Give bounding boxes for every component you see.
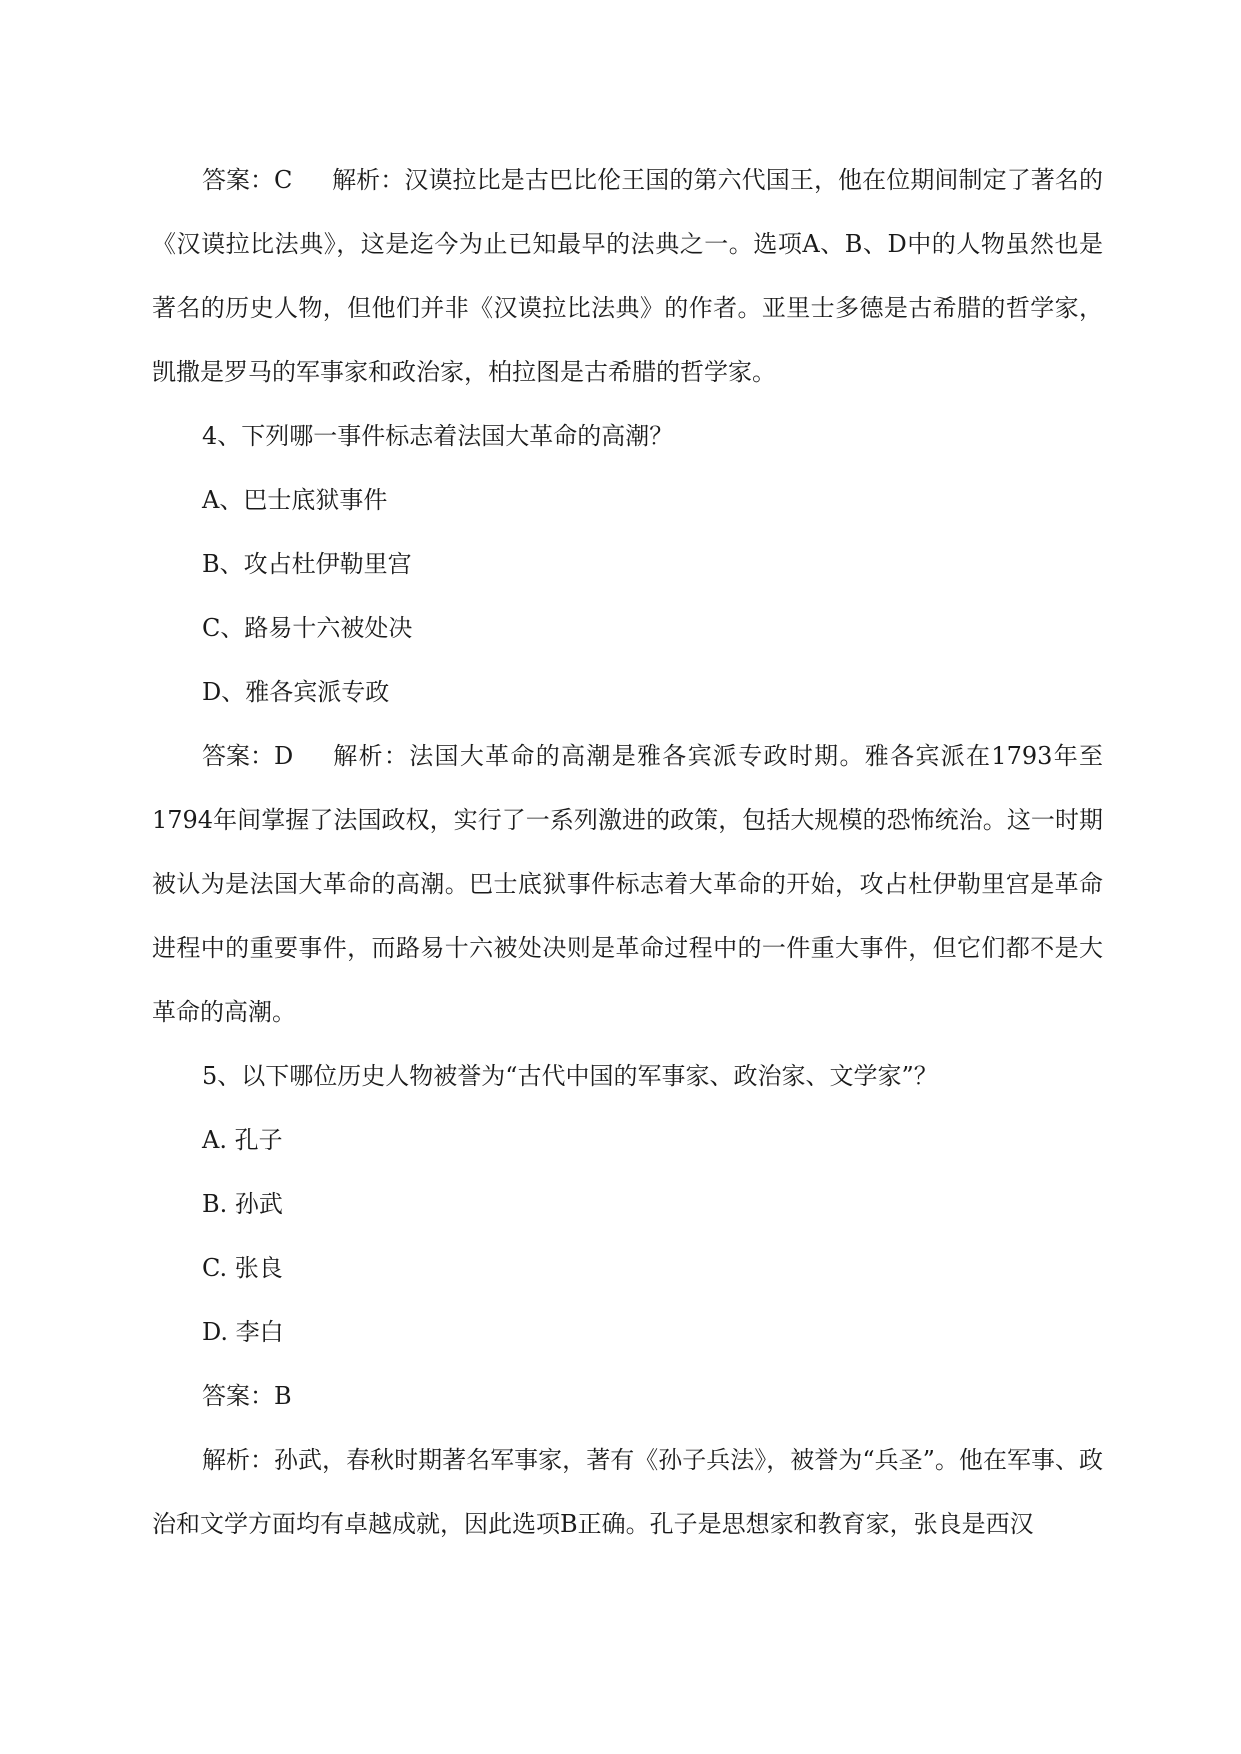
q5-option-c: C. 张良 xyxy=(202,1254,283,1282)
q5-option-a: A. 孔子 xyxy=(202,1126,283,1154)
q4-question: 4、下列哪一事件标志着法国大革命的高潮？ xyxy=(202,422,674,450)
q4-option-d: D、雅各宾派专政 xyxy=(202,678,390,706)
q5-question: 5、以下哪位历史人物被誉为“古代中国的军事家、政治家、文学家”？ xyxy=(202,1062,938,1090)
q3-answer-paragraph xyxy=(152,148,1103,404)
q4-option-b: B、攻占杜伊勒里宫 xyxy=(202,550,412,578)
q4-option-c: C、路易十六被处决 xyxy=(202,614,413,642)
q3-answer-label: 答案：C xyxy=(202,166,293,194)
q5-explanation: 解析：孙武，春秋时期著名军事家，著有《孙子兵法》，被誉为“兵圣”。他在军事、政治和文学方面均有卓越成就，因此选项B正确。孔子是思想家和教育家，张良是西汉 xyxy=(152,1446,1103,1538)
q4-answer-label: 答案：D xyxy=(202,742,294,770)
q4-option-a: A、巴士底狱事件 xyxy=(202,486,388,514)
q4-explanation: 解析：法国大革命的高潮是雅各宾派专政时期。雅各宾派在1793年至1794年间掌握了法国政权，实行了一系列激进的政策，包括大规模的恐怖统治。这一时期被认为是法国大革命的高潮。巴士底狱事件标志着大革命的开始，攻占杜伊勒里宫是革命进程中的重要事件，而路易十六被处决则是革命过程中的一件重大事件，但它们都不是大革命的高潮。 xyxy=(152,742,1103,1026)
q5-option-b: B. 孙武 xyxy=(202,1190,283,1218)
q3-explanation: 解析：汉谟拉比是古巴比伦王国的第六代国王，他在位期间制定了著名的《汉谟拉比法典》，这是迄今为止已知最早的法典之一。选项A、B、D中的人物虽然也是著名的历史人物，但他们并非《汉谟拉比法典》的作者。亚里士多德是古希腊的哲学家，凯撒是罗马的军事家和政治家，柏拉图是古希腊的哲学家。 xyxy=(152,166,1103,386)
q5-option-d: D. 李白 xyxy=(202,1318,284,1346)
q5-answer-label: 答案：B xyxy=(202,1382,292,1410)
q4-answer-paragraph xyxy=(152,724,1103,1044)
